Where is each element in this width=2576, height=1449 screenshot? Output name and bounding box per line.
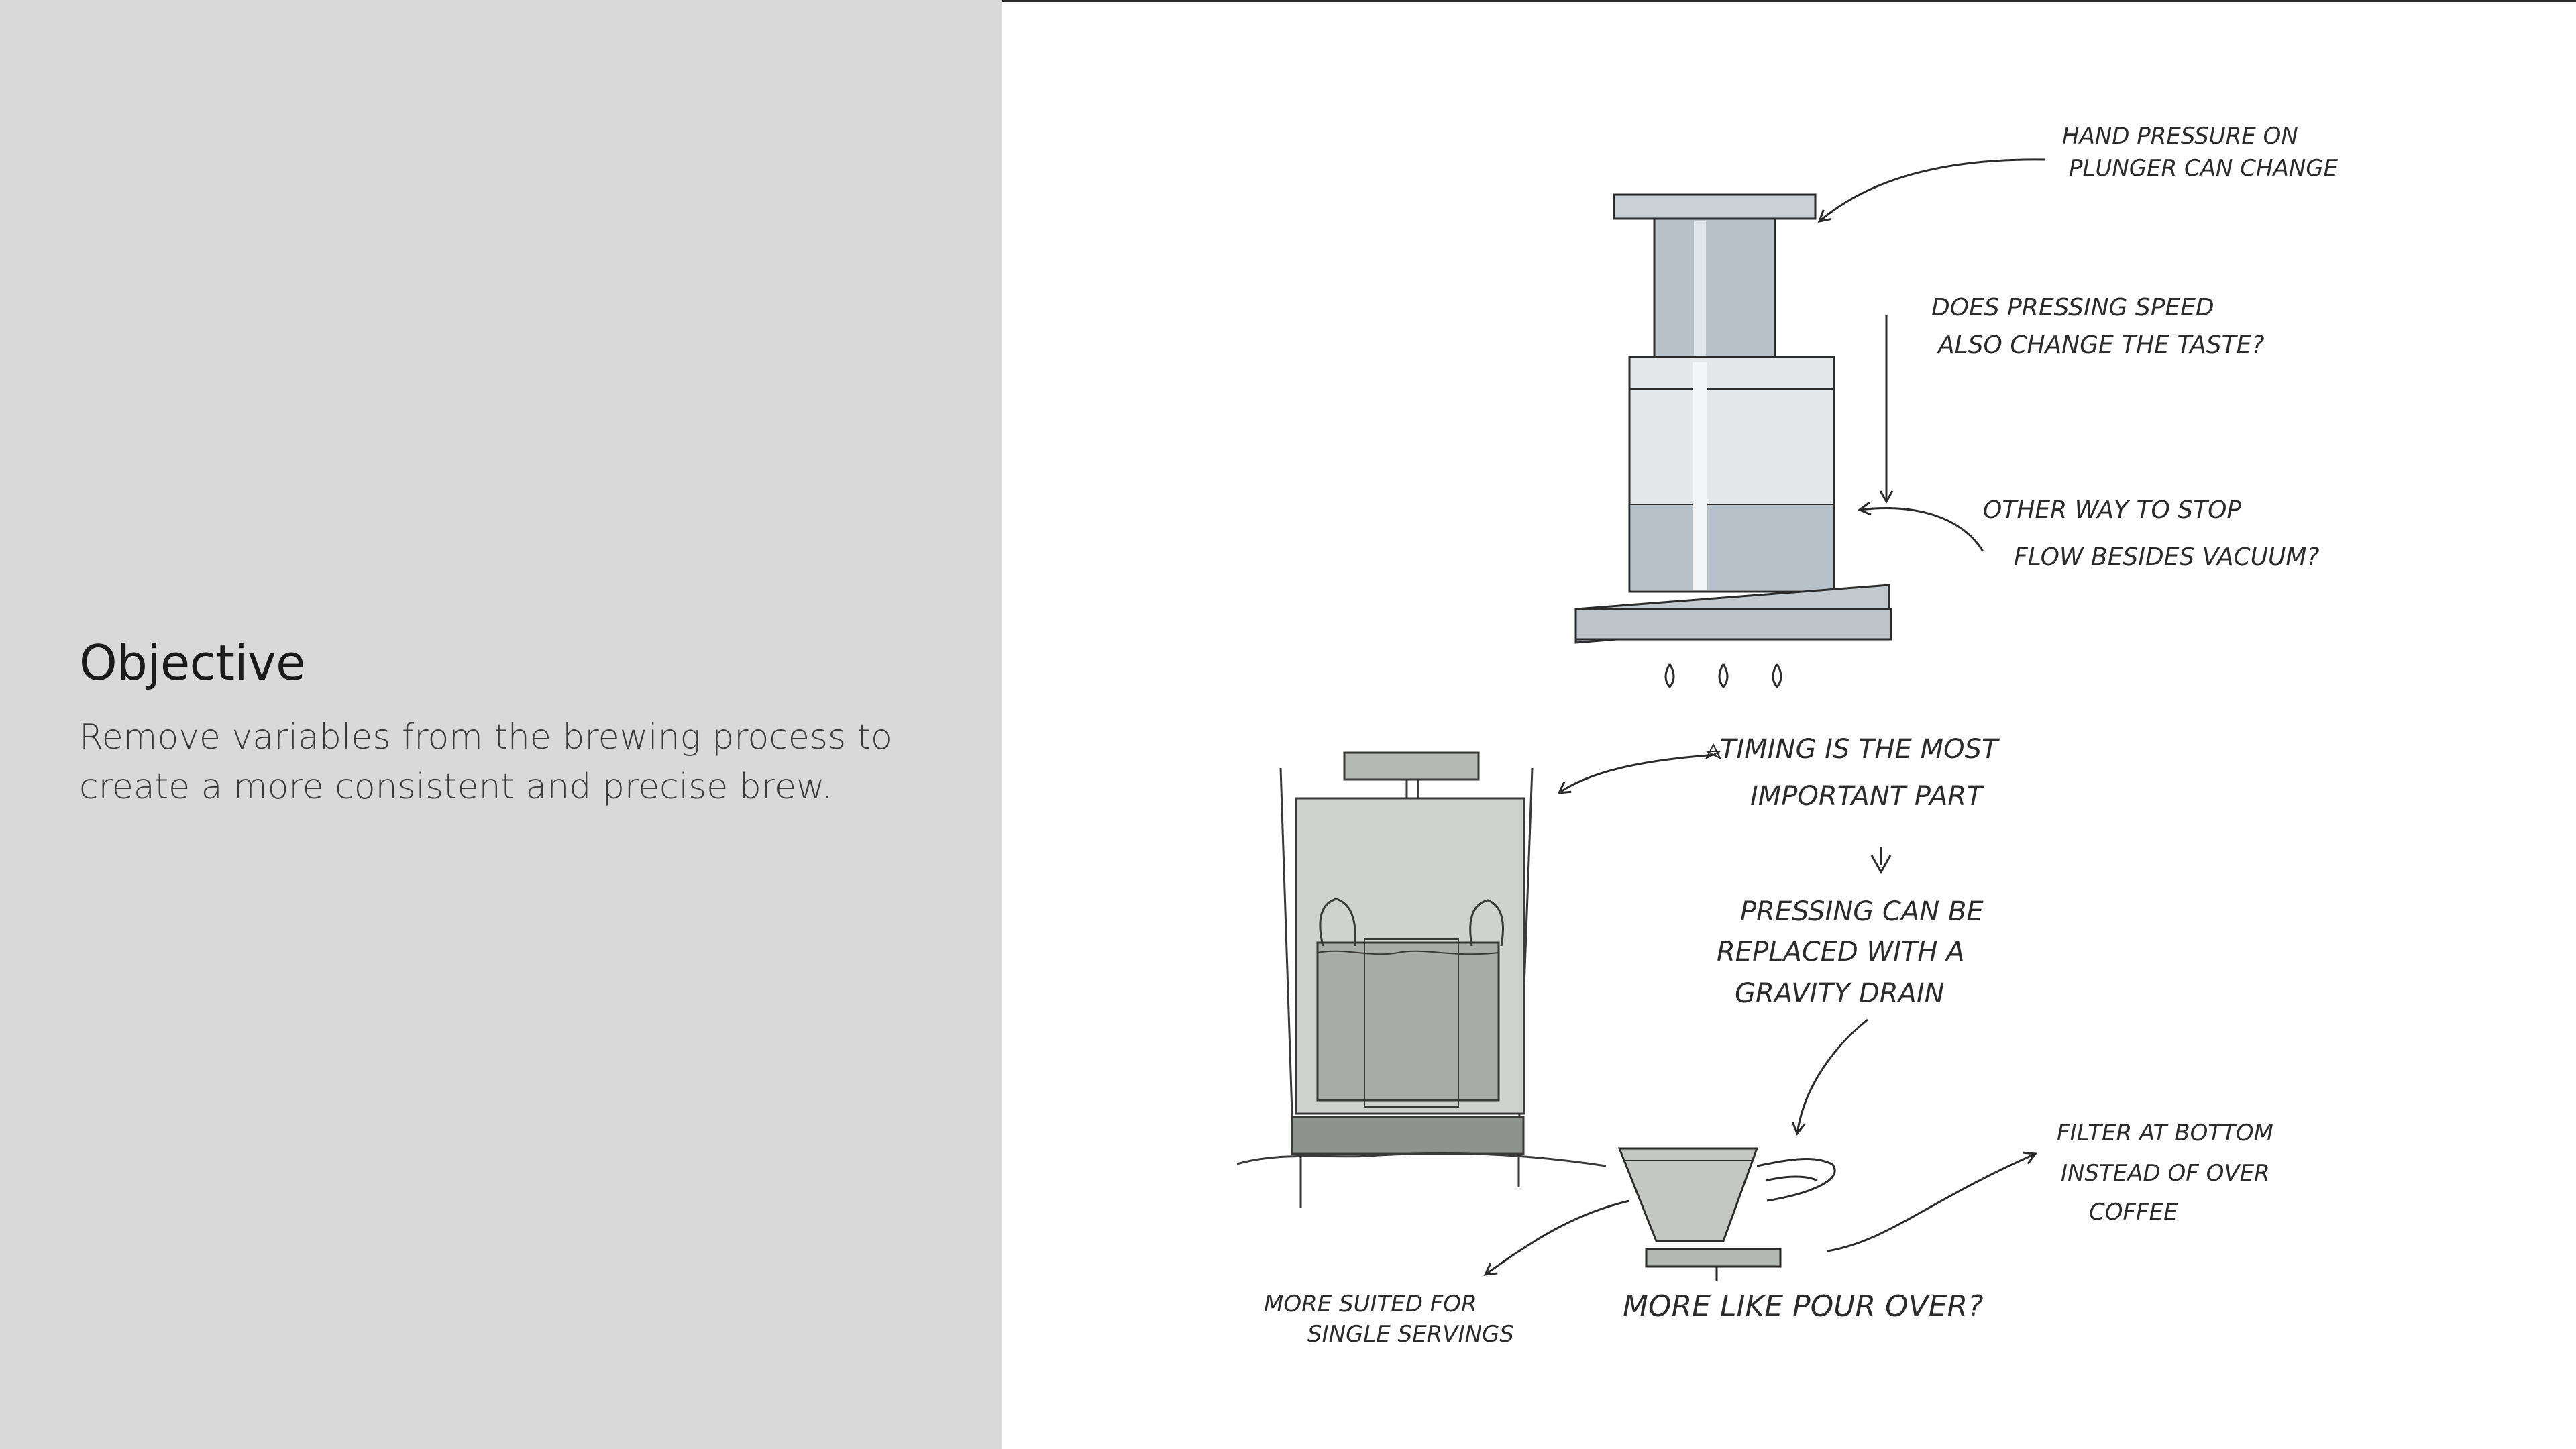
aeropress-sketch [1576, 195, 1891, 687]
note-hand-pressure-1: HAND PRESSURE ON [2062, 123, 2298, 150]
sketch-image [1002, 0, 2576, 1449]
note-single-servings-2: SINGLE SERVINGS [1307, 1321, 1514, 1348]
left-panel [0, 0, 1002, 1449]
note-timing-2: IMPORTANT PART [1750, 781, 1983, 812]
note-gravity-3: GRAVITY DRAIN [1735, 978, 1945, 1009]
pour-over-sketch [1619, 1148, 1835, 1281]
note-gravity-1: PRESSING CAN BE [1740, 896, 1984, 927]
objective-heading: Objective [79, 635, 305, 691]
sketch-notes [1264, 123, 2339, 1348]
note-gravity-2: REPLACED WITH A [1717, 936, 1965, 967]
lower-arrows [1485, 745, 2035, 1275]
objective-description: Remove variables from the brewing process to create a more consistent and precise brew. [79, 717, 892, 807]
note-filter-1: FILTER AT BOTTOM [2057, 1120, 2273, 1146]
note-filter-2: INSTEAD OF OVER [2061, 1160, 2270, 1187]
note-stop-flow-2: FLOW BESIDES VACUUM? [2014, 543, 2320, 571]
sketch-drawing [1002, 0, 2576, 1449]
note-timing-1: TIMING IS THE MOST [1720, 734, 1998, 765]
note-pressing-speed-1: DOES PRESSING SPEED [1931, 294, 2214, 321]
note-hand-pressure-2: PLUNGER CAN CHANGE [2069, 155, 2339, 182]
note-filter-3: COFFEE [2089, 1199, 2178, 1226]
french-press-sketch [1237, 753, 1606, 1208]
note-stop-flow-1: OTHER WAY TO STOP [1983, 496, 2242, 524]
note-pour-over: MORE LIKE POUR OVER? [1623, 1289, 1984, 1324]
note-single-servings-1: MORE SUITED FOR [1264, 1291, 1477, 1318]
note-pressing-speed-2: ALSO CHANGE THE TASTE? [1938, 331, 2265, 359]
